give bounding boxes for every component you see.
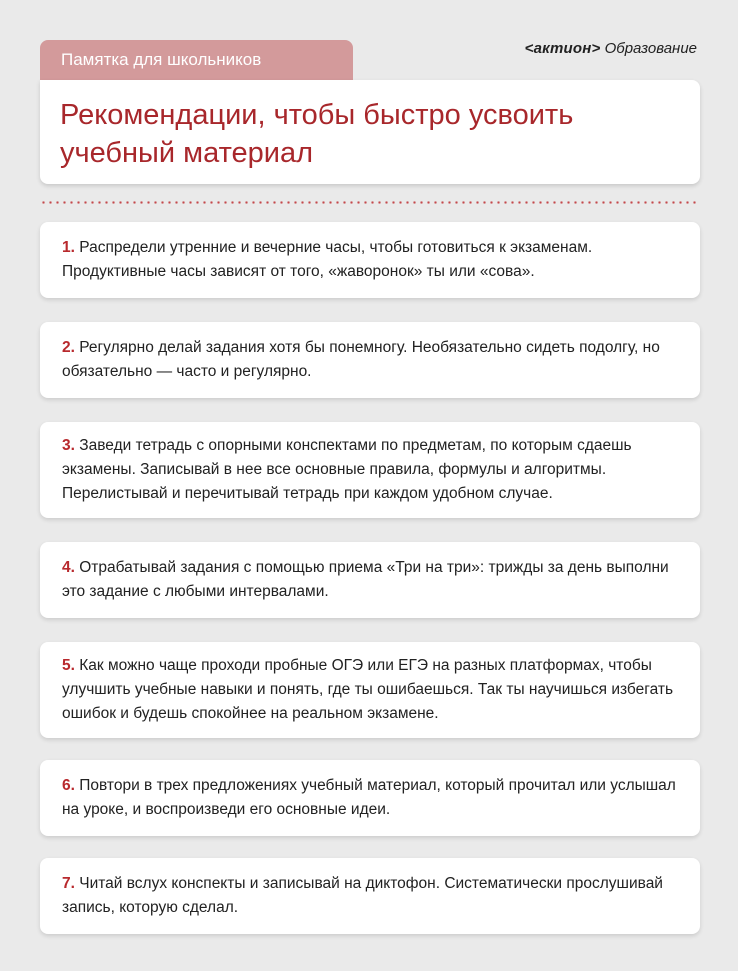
tip-number: 4. [62, 559, 75, 576]
tip-number: 6. [62, 777, 75, 794]
memo-tag: Памятка для школьников [40, 40, 353, 80]
tip-text [62, 336, 680, 384]
tip-body: Читай вслух конспекты и записывай на диктофон. Систематически прослушивай запись, которую сделал. [62, 875, 663, 916]
title-card [40, 80, 700, 184]
tip-card-5 [40, 642, 700, 738]
dotted-divider [40, 201, 700, 204]
brand-name: <актион> [524, 40, 601, 57]
tip-text [62, 434, 680, 506]
tip-card-7 [40, 858, 700, 934]
tip-text [62, 654, 680, 726]
tip-body: Распредели утренние и вечерние часы, чтобы готовиться к экзаменам. Продуктивные часы зависят от того, «жаворонок» ты или «сова». [62, 239, 593, 280]
tip-number: 7. [62, 875, 75, 892]
tip-body: Как можно чаще проходи пробные ОГЭ или ЕГЭ на разных платформах, чтобы улучшить учебные навыки и понять, где ты ошибаешься. Так ты научишься избегать ошибок и будешь спокойнее на реальном экзамене. [62, 657, 674, 722]
tip-number: 1. [62, 239, 75, 256]
tip-text [62, 236, 680, 284]
page-title: Рекомендации, чтобы быстро усвоить учебный материал [60, 99, 574, 169]
tip-card-3 [40, 422, 700, 518]
tip-card-2 [40, 322, 700, 398]
tip-body: Повтори в трех предложениях учебный материал, который прочитал или услышал на уроке, и воспроизведи его основные идеи. [62, 777, 676, 818]
tip-number: 2. [62, 339, 75, 356]
tip-text [62, 774, 680, 822]
tip-body: Регулярно делай задания хотя бы понемногу. Необязательно сидеть подолгу, но обязательно — часто и регулярно. [62, 339, 660, 380]
tip-body: Отрабатывай задания с помощью приема «Три на три»: трижды за день выполни это задание с любыми интервалами. [62, 559, 669, 600]
tip-number: 3. [62, 437, 75, 454]
brand-subtitle: Образование [604, 40, 697, 57]
tip-card-4 [40, 542, 700, 618]
tip-card-1 [40, 222, 700, 298]
tip-text [62, 556, 680, 604]
brand-logo [525, 40, 697, 57]
tip-card-6 [40, 760, 700, 836]
tip-number: 5. [62, 657, 75, 674]
tip-text [62, 872, 680, 920]
tip-body: Заведи тетрадь с опорными конспектами по предметам, по которым сдаешь экзамены. Записывай в нее все основные правила, формулы и алгоритмы. Перелистывай и перечитывай тетрадь при каждом удобном случае. [62, 437, 632, 502]
